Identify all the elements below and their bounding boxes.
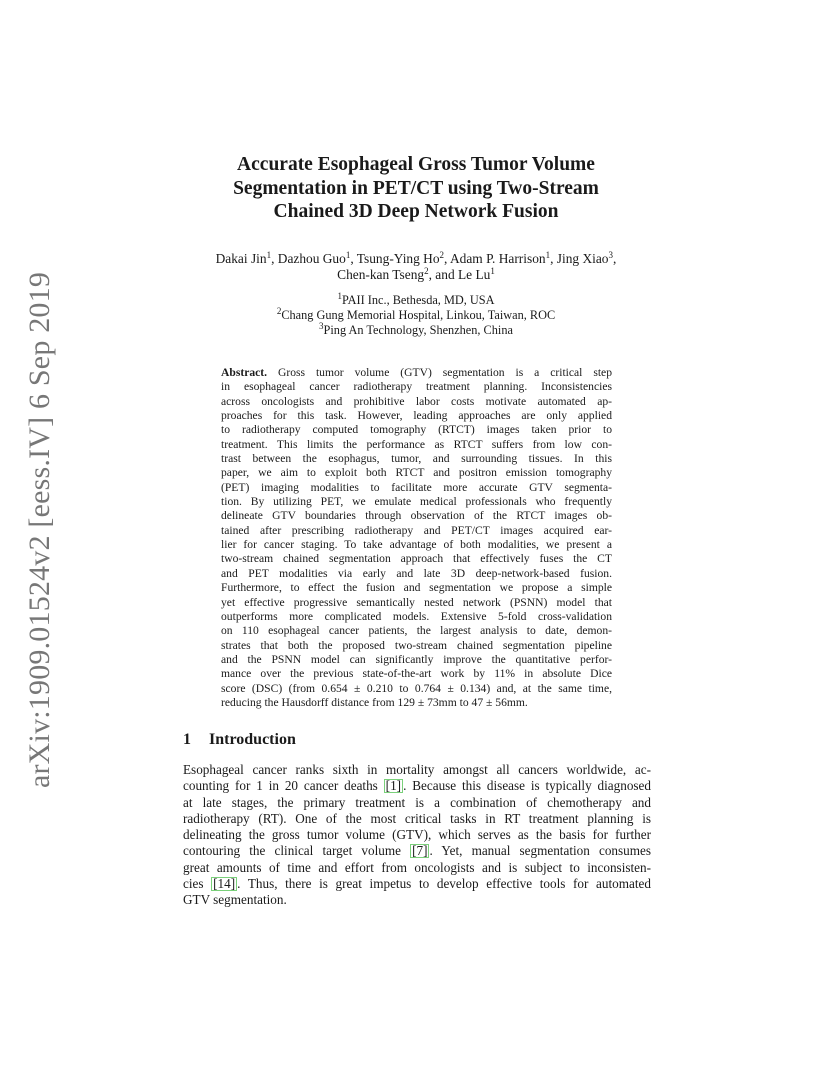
title-line: Chained 3D Deep Network Fusion <box>273 201 559 222</box>
body-text: contouring the clinical target volume <box>183 843 411 859</box>
affiliation-text: Ping An Technology, Shenzhen, China <box>323 322 513 337</box>
body-text: counting for 1 in 20 cancer deaths <box>183 778 384 794</box>
citation-link[interactable]: [14] <box>213 876 236 892</box>
abstract-line <box>221 366 612 380</box>
abstract-line: treatment. This limits the performance as RTCT suffers from low con- <box>221 437 612 451</box>
body-line <box>183 876 651 892</box>
abstract-line: proaches for this task. However, leading approaches are only applied <box>221 409 612 423</box>
author-name: , Adam P. Harrison <box>444 251 546 266</box>
affiliation <box>160 305 672 323</box>
body-line: GTV segmentation. <box>183 892 287 908</box>
affiliation-marker: 2 <box>424 266 429 276</box>
author-name: , Jing Xiao <box>550 251 609 266</box>
title-line: Segmentation in PET/CT using Two-Stream <box>233 177 599 199</box>
body-text: . Thus, there is great impetus to develop effective tools for automated <box>237 876 651 892</box>
abstract-line: yet effective progressive semantically nested network (PSNN) model that <box>221 595 612 609</box>
affiliation-text: PAII Inc., Bethesda, MD, USA <box>341 293 495 307</box>
author-line <box>160 251 672 267</box>
affiliation-marker: 1 <box>266 250 272 260</box>
body-line <box>183 843 651 859</box>
abstract-line: mance over the previous state-of-the-art work by 11% in absolute Dice <box>221 667 612 681</box>
author-list <box>160 251 672 283</box>
body-line: great amounts of time and effort from oncologists and is subject to inconsisten- <box>183 859 651 875</box>
body-line <box>183 778 651 794</box>
abstract-line: two-stream chained segmentation approach that effectively fuses the CT <box>221 552 612 566</box>
affiliation-marker: 3 <box>608 250 613 260</box>
body-text: . Because this disease is typically diagnosed <box>403 778 651 794</box>
author-separator: , <box>613 251 617 266</box>
affiliation-marker: 3 <box>319 320 324 331</box>
body-text: cies <box>183 876 212 892</box>
affiliation-marker: 2 <box>276 305 282 316</box>
abstract-line: tion. By utilizing PET, we emulate medical professionals who frequently <box>221 495 612 509</box>
abstract-line: lier for cancer staging. To take advantage of both modalities, we present a <box>221 538 612 552</box>
abstract-line: and PET modalities via early and late 3D deep-network-based fusion. <box>221 566 612 580</box>
abstract-line: Furthermore, to effect the fusion and segmentation we propose a simple <box>221 581 612 595</box>
abstract-line: score (DSC) (from 0.654 ± 0.210 to 0.764 ± 0.134) and, at the same time, <box>221 681 612 695</box>
introduction-paragraph <box>183 762 651 909</box>
author-line <box>160 267 672 283</box>
affiliation-marker: 1 <box>545 250 551 260</box>
abstract-line: delineate GTV boundaries through observation of the RTCT images ob- <box>221 509 612 523</box>
abstract-line: paper, we aim to exploit both RTCT and positron emission tomography <box>221 466 612 480</box>
affiliation <box>160 293 672 308</box>
body-line: at late stages, the primary treatment is a combination of chemotherapy and <box>183 794 651 810</box>
affiliation <box>160 320 672 338</box>
body-line: delineating the gross tumor volume (GTV), which serves as the basis for further <box>183 827 651 843</box>
author-name: Chen-kan Tseng <box>337 267 425 282</box>
body-line: Esophageal cancer ranks sixth in mortality amongst all cancers worldwide, ac- <box>183 762 651 777</box>
abstract-line: across oncologists and prohibitive labor costs motivate automated ap- <box>221 394 612 408</box>
body-text: . Yet, manual segmentation consumes <box>429 843 651 859</box>
section-number: 1 <box>183 731 191 748</box>
abstract-line: outperforms more complicated models. Extensive 5-fold cross-validation <box>221 609 612 623</box>
affiliation-text: Chang Gung Memorial Hospital, Linkou, Taiwan, ROC <box>281 307 556 322</box>
affiliation-list <box>160 293 672 337</box>
citation-link[interactable]: [7] <box>412 843 428 859</box>
abstract-line: to radiotherapy computed tomography (RTCT) images taken prior to <box>221 423 612 437</box>
abstract-line: reducing the Hausdorff distance from 129 ± 73mm to 47 ± 56mm. <box>221 695 528 709</box>
section-heading <box>183 730 296 750</box>
author-name: , Tsung-Ying Ho <box>350 251 440 266</box>
abstract-line: trast between the esophagus, tumor, and surrounding tissues. In this <box>221 452 612 466</box>
abstract-heading: Abstract. <box>221 366 268 379</box>
abstract-line: tained after prescribing radiotherapy and PET/CT images acquired ear- <box>221 523 612 537</box>
section-title: Introduction <box>209 731 296 748</box>
abstract-line: and the PSNN model can significantly improve the quantitative perfor- <box>221 652 612 666</box>
citation-link[interactable]: [1] <box>385 778 402 794</box>
abstract-text: Gross tumor volume (GTV) segmentation is a critical step <box>267 366 612 379</box>
title-line: Accurate Esophageal Gross Tumor Volume <box>237 154 595 175</box>
affiliation-marker: 1 <box>337 291 342 301</box>
abstract-line: in esophageal cancer radiotherapy treatment planning. Inconsistencies <box>221 380 612 394</box>
abstract-line: (PET) imaging modalities to facilitate more accurate GTV segmenta- <box>221 480 612 494</box>
author-name: , Dazhou Guo <box>271 251 346 266</box>
paper-title <box>150 153 682 224</box>
abstract-line: strates that both the proposed two-stream chained segmentation pipeline <box>221 638 612 652</box>
author-name: Dakai Jin <box>215 251 267 266</box>
affiliation-marker: 1 <box>490 266 495 276</box>
author-name: , and Le Lu <box>428 267 491 282</box>
affiliation-marker: 2 <box>439 250 445 260</box>
affiliation-marker: 1 <box>345 250 351 260</box>
abstract <box>221 366 612 710</box>
abstract-line: on 110 esophageal cancer patients, the largest analysis to date, demon- <box>221 624 612 638</box>
body-line: radiotherapy (RT). One of the most critical tasks in RT treatment planning is <box>183 810 651 826</box>
arxiv-identifier-stamp: arXiv:1909.01524v2 [eess.IV] 6 Sep 2019 <box>23 271 56 789</box>
